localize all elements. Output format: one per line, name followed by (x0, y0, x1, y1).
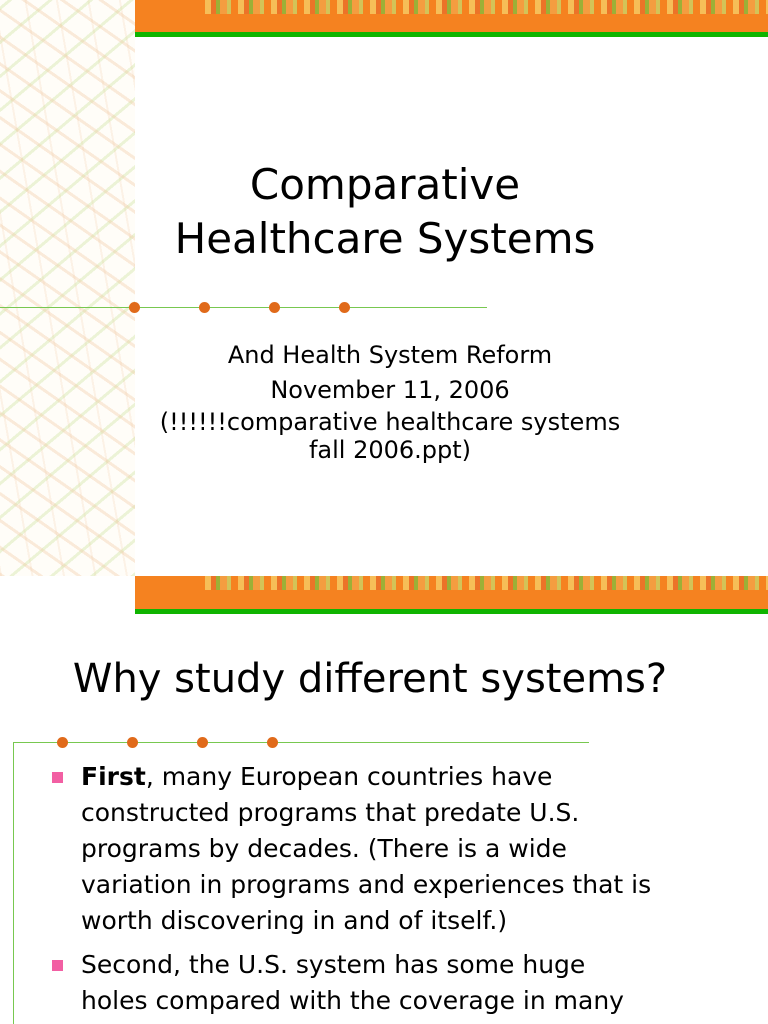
slide-title: Comparative Healthcare Systems (174, 160, 596, 263)
divider-dot (199, 302, 210, 313)
slide-subtitle (130, 338, 650, 464)
bullet-line: programs by decades. (There is a wide (81, 834, 567, 863)
bullet-bold-lead: First (81, 762, 146, 791)
subtitle-line: (!!!!!!comparative healthcare systems (159, 408, 621, 436)
dotted-divider (13, 742, 589, 743)
subtitle-line: November 11, 2006 (270, 376, 510, 404)
dotted-divider (0, 307, 487, 308)
square-bullet-icon (52, 960, 63, 971)
slide-title: Why study different systems? (72, 656, 668, 702)
top-banner (135, 576, 768, 609)
banner-green-line (135, 32, 768, 37)
content-slide (0, 576, 768, 1024)
divider-dot (57, 737, 68, 748)
banner-green-line (135, 609, 768, 614)
divider-dot (197, 737, 208, 748)
subtitle-line: And Health System Reform (227, 341, 553, 369)
divider-dot (269, 302, 280, 313)
banner-texture (205, 0, 768, 14)
divider-dot (339, 302, 350, 313)
bullet-line: worth discovering in and of itself.) (81, 906, 508, 935)
bullet-list (52, 759, 712, 1024)
bullet-line: constructed programs that predate U.S. (81, 798, 580, 827)
subtitle-line: fall 2006.ppt) (308, 436, 472, 464)
divider-dot (267, 737, 278, 748)
banner-texture (205, 576, 768, 590)
bullet-line: Second, the U.S. system has some huge (81, 950, 586, 979)
top-banner (135, 0, 768, 32)
bullet-item (52, 947, 712, 1019)
bullet-line: variation in programs and experiences that is (81, 870, 652, 899)
divider-dot (129, 302, 140, 313)
divider-dot (127, 737, 138, 748)
floral-side-pattern (0, 0, 135, 576)
bullet-line: holes compared with the coverage in many (81, 986, 624, 1015)
left-border-line (13, 742, 14, 1024)
bullet-item (52, 759, 712, 939)
bullet-line: , many European countries have (145, 762, 553, 791)
square-bullet-icon (52, 772, 63, 783)
